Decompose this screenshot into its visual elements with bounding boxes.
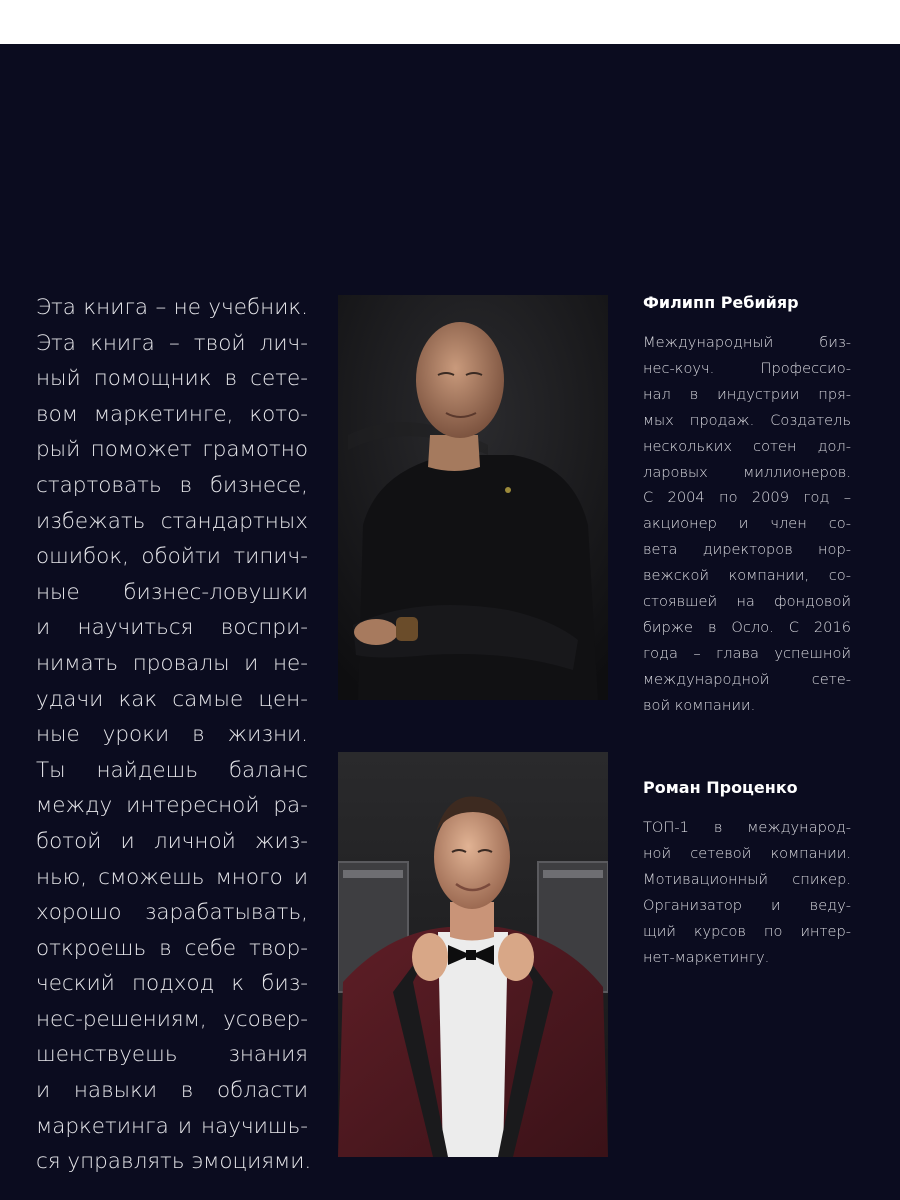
bio-line: акционер и член со-: [643, 515, 851, 533]
author-photo-protsenko: [338, 752, 608, 1157]
intro-line: маркетинга и научишь-: [36, 1113, 308, 1139]
intro-line: и навыки в области: [36, 1078, 308, 1104]
top-margin: [0, 0, 900, 44]
intro-line: ботой и личной жиз-: [36, 828, 308, 854]
intro-line: Эта книга – твой лич-: [36, 330, 308, 356]
intro-line: стартовать в бизнесе,: [36, 472, 308, 498]
intro-line: ошибок, обойти типич-: [36, 544, 308, 570]
bio-line: ларовых миллионеров.: [643, 463, 851, 481]
bio-line: вой компании.: [643, 696, 756, 714]
bio-line: щий курсов по интер-: [643, 922, 851, 940]
bio-line: ной сетевой компании.: [643, 844, 851, 862]
author-bio-protsenko: [643, 778, 851, 970]
intro-line: нес-решениям, усовер-: [36, 1006, 308, 1032]
intro-line: между интересной ра-: [36, 793, 308, 819]
bio-line: нес-коуч. Профессио-: [643, 359, 851, 377]
bio-line: нал в индустрии пря-: [643, 385, 851, 403]
intro-line: ся управлять эмоциями.: [36, 1149, 312, 1175]
intro-line: и научиться воспри-: [36, 615, 308, 641]
bio-line: вета директоров нор-: [643, 541, 851, 559]
author-bio-rebillard: [643, 293, 851, 719]
bio-line: ТОП-1 в международ-: [643, 819, 851, 836]
bio-line: международной сете-: [643, 670, 851, 688]
intro-line: Эта книга – не учебник.: [36, 295, 308, 320]
bio-line: Мотивационный спикер.: [643, 870, 851, 888]
intro-line: нью, сможешь много и: [36, 864, 308, 890]
intro-line: ческий подход к биз-: [36, 971, 308, 997]
bio-line: нескольких сотен дол-: [643, 437, 851, 455]
author-photo-rebillard: [338, 295, 608, 700]
intro-line: нимать провалы и не-: [36, 650, 308, 676]
intro-paragraph: [36, 290, 312, 1180]
intro-line: вом маркетинге, кото-: [36, 401, 308, 427]
intro-line: избежать стандартных: [36, 508, 308, 534]
bio-line: С 2004 по 2009 год –: [643, 489, 851, 507]
intro-line: ные уроки в жизни.: [36, 722, 308, 748]
intro-line: ный помощник в сете-: [36, 366, 308, 392]
intro-line: Ты найдешь баланс: [36, 757, 308, 783]
bio-line: бирже в Осло. С 2016: [643, 618, 851, 636]
intro-line: удачи как самые цен-: [36, 686, 308, 712]
bio-line: вежской компании, со-: [643, 567, 851, 585]
intro-line: шенствуешь знания: [36, 1042, 308, 1068]
bio-line: года – глава успешной: [643, 644, 851, 662]
bio-line: мых продаж. Создатель: [643, 411, 851, 429]
bio-line: стоявшей на фондовой: [643, 593, 851, 611]
author-name: Роман Проценко: [643, 778, 798, 797]
bio-line: Организатор и веду-: [643, 896, 851, 914]
intro-line: рый поможет грамотно: [36, 437, 308, 463]
author-name: Филипп Ребийяр: [643, 293, 799, 312]
bio-line: нет-маркетингу.: [643, 948, 770, 966]
intro-line: ные бизнес-ловушки: [36, 579, 308, 605]
intro-line: хорошо зарабатывать,: [36, 900, 308, 926]
intro-line: откроешь в себе твор-: [36, 935, 308, 961]
bio-line: Международный биз-: [643, 334, 851, 351]
